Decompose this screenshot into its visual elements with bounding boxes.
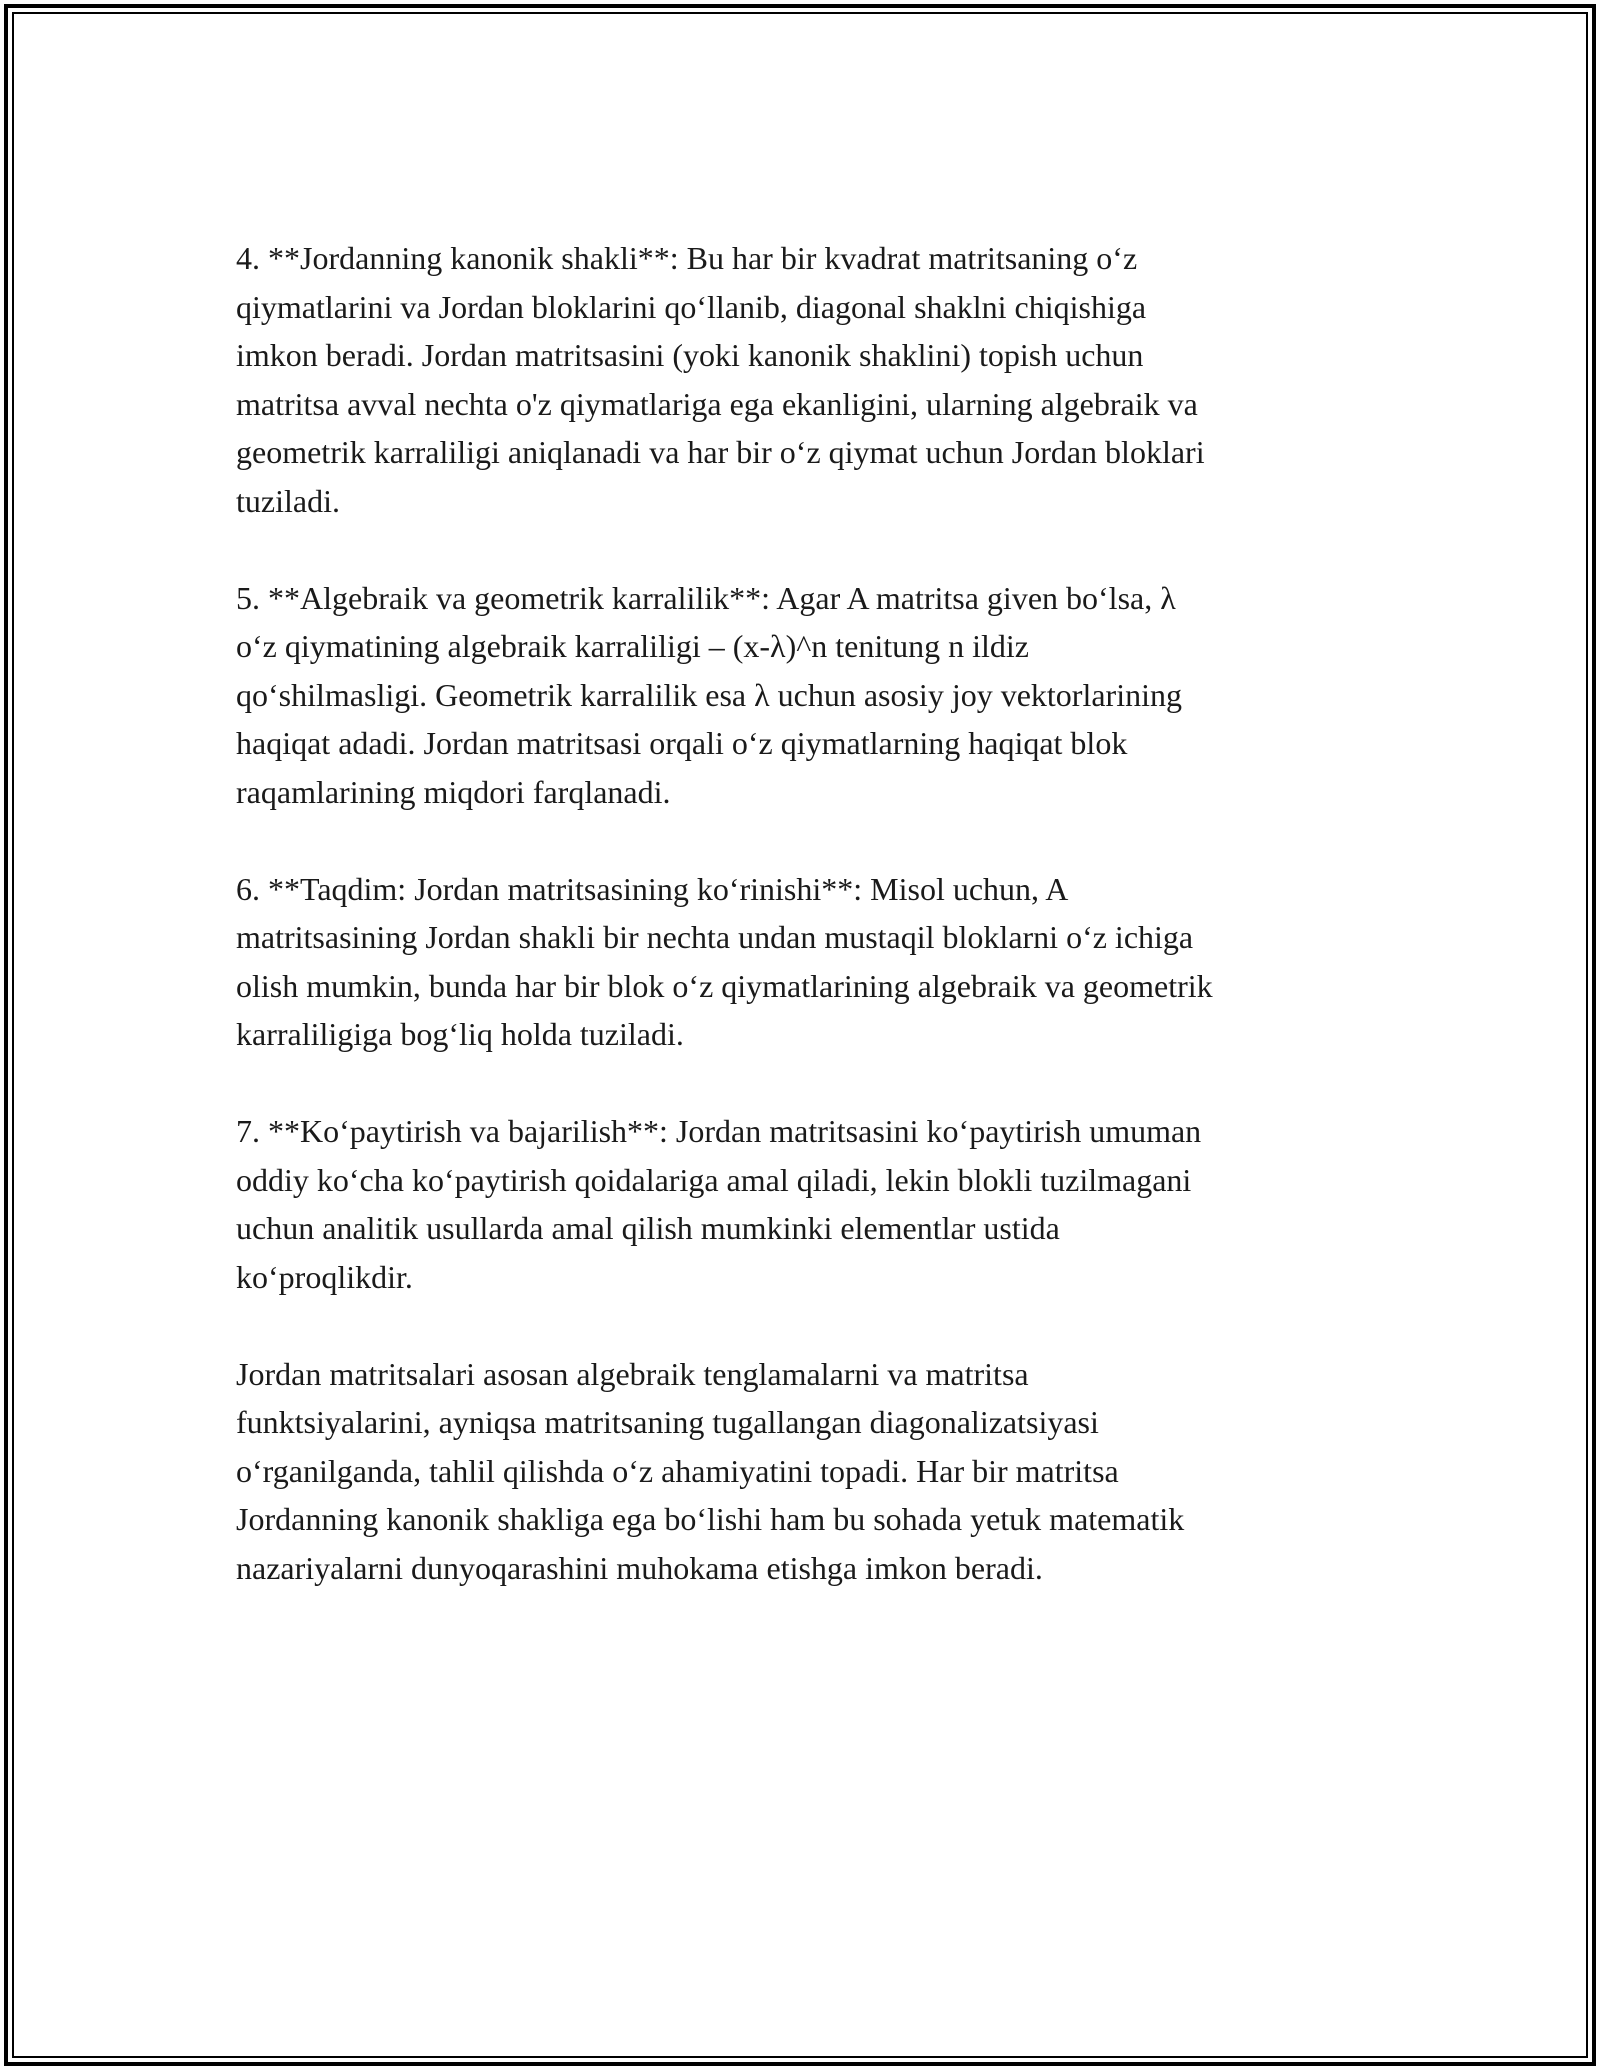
text-line: qo‘shilmasligi. Geometrik karralilik esa λ uchun asosiy joy vektorlarining [236, 676, 1182, 713]
text-line: olish mumkin, bunda har bir blok o‘z qiymatlarining algebraik va geometrik [236, 967, 1213, 1004]
text-line: Jordanning kanonik shakliga ega bo‘lishi ham bu sohada yetuk matematik [236, 1501, 1185, 1537]
text-line: 6. **Taqdim: Jordan matritsasining ko‘rinishi**: Misol uchun, A [236, 870, 1069, 907]
text-line: nazariyalarni dunyoqarashini muhokama etishga imkon beradi. [236, 1549, 1043, 1586]
text-line: o‘rganilganda, tahlil qilishda o‘z ahamiyatini topadi. Har bir matritsa [236, 1452, 1119, 1489]
document-body [236, 234, 1366, 1641]
text-line: 7. **Ko‘paytirish va bajarilish**: Jordan matritsasini ko‘paytirish umuman [236, 1113, 1202, 1149]
text-line: funktsiyalarini, ayniqsa matritsaning tugallangan diagonalizatsiyasi [236, 1404, 1099, 1440]
paragraph-jordan-canonical-form [236, 234, 1366, 525]
paragraph-conclusion [236, 1350, 1366, 1593]
text-line: uchun analitik usullarda amal qilish mumkinki elementlar ustida [236, 1210, 1060, 1246]
text-line: karraliligiga bog‘liq holda tuziladi. [236, 1016, 684, 1052]
text-line: haqiqat adadi. Jordan matritsasi orqali o‘z qiymatlarning haqiqat blok [236, 725, 1128, 761]
text-line: oddiy ko‘cha ko‘paytirish qoidalariga amal qiladi, lekin blokli tuzilmagani [236, 1161, 1192, 1198]
text-line: Jordan matritsalari asosan algebraik tenglamalarni va matritsa [236, 1355, 1029, 1392]
text-line: matritsa avval nechta o'z qiymatlariga ega ekanligini, ularning algebraik va [236, 385, 1198, 422]
text-line: qiymatlarini va Jordan bloklarini qo‘llanib, diagonal shaklni chiqishiga [236, 288, 1147, 325]
text-line: matritsasining Jordan shakli bir nechta undan mustaqil bloklarni o‘z ichiga [236, 919, 1194, 955]
paragraph-multiplication [236, 1107, 1366, 1301]
text-line: imkon beradi. Jordan matritsasini (yoki kanonik shaklini) topish uchun [236, 337, 1144, 373]
paragraph-representation [236, 865, 1366, 1059]
text-line: o‘z qiymatining algebraik karraliligi – (x-λ)^n tenitung n ildiz [236, 628, 1029, 664]
text-line: tuziladi. [236, 482, 340, 519]
text-line: geometrik karraliligi aniqlanadi va har bir o‘z qiymat uchun Jordan bloklari [236, 434, 1205, 470]
text-line: ko‘proqlikdir. [236, 1258, 413, 1295]
text-line: raqamlarining miqdori farqlanadi. [236, 773, 671, 810]
text-line: 4. **Jordanning kanonik shakli**: Bu har bir kvadrat matritsaning o‘z [236, 240, 1138, 276]
text-line: 5. **Algebraik va geometrik karralilik**: Agar A matritsa given bo‘lsa, λ [236, 579, 1176, 616]
paragraph-multiplicity [236, 574, 1366, 817]
